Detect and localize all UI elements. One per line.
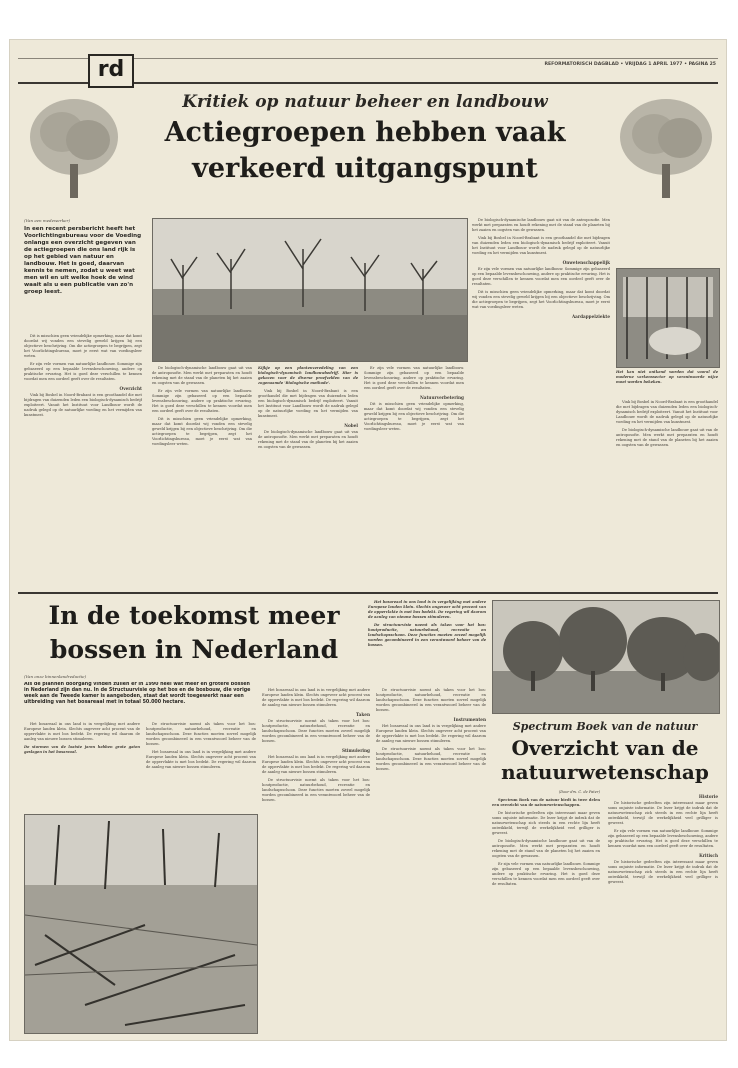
article2-byline: (Van onze binnenlandredactie) <box>24 674 87 679</box>
article1-caption2: Het kan niet ontkend worden dat vooral de moderne varkenssector op verantwoorde wijze moet worden bekeken. <box>616 370 718 384</box>
article1-subhead-aardappelziekte: Aardappelziekte <box>571 314 610 319</box>
article2-column-2-para-f: De structuurvisie noemt als taken voor het bos: houtproductie, natuurbehoud, recreatie en landschapsschoon. Deze functies moeten zoveel mogelijk worden gecombineerd in een verantwoord beheer van de bossen. <box>146 722 256 746</box>
article2-subhead-stimulering: Stimulering <box>341 748 370 753</box>
article3-column-1 <box>492 790 600 1032</box>
article1-column-2-para-a: Dit is misschien geen vriendelijke opmerking, maar dat komt doordat wij vonden een stevelig geweld krijgen bij een objectieve beschrijving. Om die actiegroepen te begrijpen, zegt het Voorlichtingsbureau, moet je eerst wat van voedingsleer weten. <box>152 417 252 446</box>
article1-column-6 <box>616 400 718 588</box>
article1-subhead-natuurverbetering: Natuurverbetering <box>419 395 464 400</box>
article2-column-3 <box>262 688 370 1032</box>
article2-column-3-para-f: De structuurvisie noemt als taken voor het bos: houtproductie, natuurbehoud, recreatie en landschapsschoon. Deze functies moeten zoveel mogelijk worden gecombineerd in een verantwoord beheer van de bossen. <box>262 719 370 743</box>
article2-column-4 <box>376 688 486 1032</box>
article3-column-1-para-c: Er zijn vele vormen van natuurlijke landbouw. Sommige zijn gebaseerd op een bepaalde levensbeschouwing, andere op praktische ervaring. Het is goed deze verschillen te kennen voordat men een oordeel geeft over de resultaten. <box>492 862 600 886</box>
article1-column-3-para-b: Vink bij Bosbel in Noord-Brabant is een groothandel die met bijdragen van duizenden leden een biologisch-dynamisch bedrijf exploiteert. Vanuit het Instituut voor Landbouw wordt de nadruk gelegd op de natuurlijke voeding en het vermijden van kunstmest. <box>258 389 358 418</box>
article2-column-3-para-f2: De structuurvisie noemt als taken voor het bos: houtproductie, natuurbehoud, recreatie en landschapsschoon. Deze functies moeten zoveel mogelijk worden gecombineerd in een verantwoord beheer van de bossen. <box>262 778 370 802</box>
tree-illustration-left <box>24 92 124 202</box>
article3-byline: (Door drs. C. de Pater) <box>558 790 600 794</box>
paper-info: REFORMATORISCH DAGBLAD • VRIJDAG 1 APRIL 1977 • PAGINA 25 <box>544 62 716 67</box>
article2-column-1-para-e: Het bosareaal in ons land is in vergelijking met andere Europese landen klein. Slechts ongeveer acht procent van de oppervlakte is met bos bedekt. De regering wil daarom de aanleg van nieuwe bossen stimuleren. <box>24 722 140 741</box>
pig-sty-photo-image <box>617 269 719 367</box>
forest-photo-image <box>25 815 257 1033</box>
article3-column-1-para-g: De historische gedeelten zijn interessant maar geven soms onjuiste informatie. De lezer krijgt de indruk dat de natuurwetenschap zich steeds in een rechte lijn heeft ontwikkeld, terwijl de werkelijkheid veel grilliger is geweest. <box>492 811 600 835</box>
article2-column-italic-para-f: De structuurvisie noemt als taken voor het bos: houtproductie, natuurbehoud, recreatie en landschapsschoon. Deze functies moeten zoveel mogelijk worden gecombineerd in een verantwoord beheer van de bossen. <box>368 623 486 647</box>
nature-photo-image <box>493 601 719 713</box>
article1-column-6-para-b: Vink bij Bosbel in Noord-Brabant is een groothandel die met bijdragen van duizenden leden een biologisch-dynamisch bedrijf exploiteert. Vanuit het Instituut voor Landbouw wordt de nadruk gelegd op de natuurlijke voeding en het vermijden van kunstmest. <box>616 400 718 424</box>
article2-intro: Als de plannen doorgang vinden zullen er in 1990 heel wat meer en grotere bossen in Nederland zijn dan nu. In de Structuurvisie op het bos en de bosbouw, die vorige week aan de Tweede kamer is aangeboden, staat dat wordt toegewerkt naar een uitbreiding van het bosareaal met in totaal 50.000 hectare. <box>24 682 251 705</box>
orchard-photo-image <box>153 219 467 361</box>
article3-headline-2: natuurwetenschap <box>501 760 709 784</box>
article2-column-4-para-e: Het bosareaal in ons land is in vergelijking met andere Europese landen klein. Slechts ongeveer acht procent van de oppervlakte is met bos bedekt. De regering wil daarom de aanleg van nieuwe bossen stimuleren. <box>376 724 486 743</box>
pig-sty-photo <box>616 268 720 368</box>
article1-column-6-para-d: De biologisch-dynamische landbouw gaat uit van de antroposofie. Men werkt met preparaten en houdt rekening met de stand van de planeten bij het zaaien en oogsten van de gewassen. <box>616 428 718 447</box>
article3-column-2-para-g: De historische gedeelten zijn interessant maar geven soms onjuiste informatie. De lezer krijgt de indruk dat de natuurwetenschap zich steeds in een rechte lijn heeft ontwikkeld, terwijl de werkelijkheid veel grilliger is geweest. <box>608 801 718 825</box>
article2-column-4-para-f2: De structuurvisie noemt als taken voor het bos: houtproductie, natuurbehoud, recreatie en landschapsschoon. Deze functies moeten zoveel mogelijk worden gecombineerd in een verantwoord beheer van de bossen. <box>376 747 486 771</box>
tree-illustration-right <box>614 92 718 202</box>
article3-column-1-para-d: De biologisch-dynamische landbouw gaat uit van de antroposofie. Men werkt met preparaten en houdt rekening met de stand van de planeten bij het zaaien en oogsten van de gewassen. <box>492 839 600 858</box>
article1-column-5 <box>472 218 610 588</box>
article3-headline-1: Overzicht van de <box>511 736 699 760</box>
article2-column-2-para-e: Het bosareaal in ons land is in vergelijking met andere Europese landen klein. Slechts ongeveer acht procent van de oppervlakte is met bos bedekt. De regering wil daarom de aanleg van nieuwe bossen stimuleren. <box>146 750 256 769</box>
article1-column-2-para-d: De biologisch-dynamische landbouw gaat uit van de antroposofie. Men werkt met preparaten en houdt rekening met de stand van de planeten bij het zaaien en oogsten van de gewassen. <box>152 366 252 385</box>
article2-column-1 <box>24 722 140 810</box>
article1-column-5-para-a: Dit is misschien geen vriendelijke opmerking, maar dat komt doordat wij vonden een stevelig geweld krijgen bij een objectieve beschrijving. Om die actiegroepen te begrijpen, zegt het Voorlichtingsbureau, moet je eerst wat van voedingsleer weten. <box>472 290 610 309</box>
article1-subhead-overzicht: Overzicht <box>119 386 142 391</box>
article1-intro: In een recent persbericht heeft het Voorlichtingsbureau voor de Voeding onlangs een overzicht gegeven van de actiegroepen die ons land rijk is op het gebied van natuur en landbouw. Het is goed, daarvan kennis te nemen, zodat u weet wat men wil en uit welke hoek de wind waait als u een publicatie van zo'n groep leest. <box>24 226 142 295</box>
article1-byline: (Van een medewerker) <box>24 218 70 223</box>
article1-kicker: Kritiek op natuur beheer en landbouw <box>182 92 548 112</box>
article1-column-4 <box>364 366 464 588</box>
article3-column-2-para-c: Er zijn vele vormen van natuurlijke landbouw. Sommige zijn gebaseerd op een bepaalde levensbeschouwing, andere op praktische ervaring. Het is goed deze verschillen te kennen voordat men een oordeel geeft over de resultaten. <box>608 829 718 848</box>
article1-column-3 <box>258 366 358 588</box>
article2-column-3-para-e: Het bosareaal in ons land is in vergelijking met andere Europese landen klein. Slechts ongeveer acht procent van de oppervlakte is met bos bedekt. De regering wil daarom de aanleg van nieuwe bossen stimuleren. <box>262 688 370 707</box>
article1-column-1-para-a: Dit is misschien geen vriendelijke opmerking, maar dat komt doordat wij vonden een stevelig geweld krijgen bij een objectieve beschrijving. Om die actiegroepen te begrijpen, zegt het Voorlichtingsbureau, moet je eerst wat van voedingsleer weten. <box>24 334 142 358</box>
article2-subhead-taken: Taken <box>355 712 370 717</box>
article1-column-1 <box>24 334 142 588</box>
article3-subhead-historie: Historie <box>698 794 718 799</box>
article1-column-4-para-a: Dit is misschien geen vriendelijke opmerking, maar dat komt doordat wij vonden een stevelig geweld krijgen bij een objectieve beschrijving. Om die actiegroepen te begrijpen, zegt het Voorlichtingsbureau, moet je eerst wat van voedingsleer weten. <box>364 402 464 431</box>
orchard-photo <box>152 218 468 362</box>
article1-column-5-para-c: Er zijn vele vormen van natuurlijke landbouw. Sommige zijn gebaseerd op een bepaalde levensbeschouwing, andere op praktische ervaring. Het is goed deze verschillen te kennen voordat men een oordeel geeft over de resultaten. <box>472 267 610 286</box>
article1-column-2 <box>152 366 252 588</box>
article2-column-italic <box>368 600 486 686</box>
article1-column-1-para-b: Vink bij Bosbel in Noord-Brabant is een groothandel die met bijdragen van duizenden leden een biologisch-dynamisch bedrijf exploiteert. Vanuit het Instituut voor Landbouw wordt de nadruk gelegd op de natuurlijke voeding en het vermijden van kunstmest. <box>24 393 142 417</box>
article1-column-5-para-b: Vink bij Bosbel in Noord-Brabant is een groothandel die met bijdragen van duizenden leden een biologisch-dynamisch bedrijf exploiteert. Vanuit het Instituut voor Landbouw wordt de nadruk gelegd op de natuurlijke voeding en het vermijden van kunstmest. <box>472 236 610 255</box>
article1-column-2-para-c: Er zijn vele vormen van natuurlijke landbouw. Sommige zijn gebaseerd op een bepaalde levensbeschouwing, andere op praktische ervaring. Het is goed deze verschillen te kennen voordat men een oordeel geeft over de resultaten. <box>152 389 252 413</box>
article2-column-italic-para-e: Het bosareaal in ons land is in vergelijking met andere Europese landen klein. Slechts ongeveer acht procent van de oppervlakte is met bos bedekt. De regering wil daarom de aanleg van nieuwe bossen stimuleren. <box>368 600 486 619</box>
article1-caption1: Kijkje op een plantenveredeling van een biologisch-dynamisch landbouwbedrijf. Hier is gekozen voor de diverse proefvelden van de zogenaamde 'Biologische methode'. <box>258 366 358 385</box>
article2-column-3-para-e2: Het bosareaal in ons land is in vergelijking met andere Europese landen klein. Slechts ongeveer acht procent van de oppervlakte is met bos bedekt. De regering wil daarom de aanleg van nieuwe bossen stimuleren. <box>262 755 370 774</box>
article3-column-2 <box>608 790 718 1032</box>
article1-column-1-para-c: Er zijn vele vormen van natuurlijke landbouw. Sommige zijn gebaseerd op een bepaalde levensbeschouwing, andere op praktische ervaring. Het is goed deze verschillen te kennen voordat men een oordeel geeft over de resultaten. <box>24 362 142 381</box>
logo: rd <box>88 54 134 88</box>
article1-column-5-para-d: De biologisch-dynamische landbouw gaat uit van de antroposofie. Men werkt met preparaten en houdt rekening met de stand van de planeten bij het zaaien en oogsten van de gewassen. <box>472 218 610 232</box>
article2-headline-1: In de toekomst meer <box>48 601 340 630</box>
article3-column-2-para-g2: De historische gedeelten zijn interessant maar geven soms onjuiste informatie. De lezer krijgt de indruk dat de natuurwetenschap zich steeds in een rechte lijn heeft ontwikkeld, terwijl de werkelijkheid veel grilliger is geweest. <box>608 860 718 884</box>
article1-subhead-nobel: Nobel <box>344 423 358 428</box>
section-divider <box>18 592 718 594</box>
article2-column-2 <box>146 722 256 810</box>
article2-column-4-para-f: De structuurvisie noemt als taken voor het bos: houtproductie, natuurbehoud, recreatie en landschapsschoon. Deze functies moeten zoveel mogelijk worden gecombineerd in een verantwoord beheer van de bossen. <box>376 688 486 712</box>
article1-column-4-para-c: Er zijn vele vormen van natuurlijke landbouw. Sommige zijn gebaseerd op een bepaalde levensbeschouwing, andere op praktische ervaring. Het is goed deze verschillen te kennen voordat men een oordeel geeft over de resultaten. <box>364 366 464 390</box>
article2-caption: De stormen van de laatste jaren hebben grote gaten geslagen in het bosareaal. <box>24 745 140 754</box>
article1-column-3-para-d: De biologisch-dynamische landbouw gaat uit van de antroposofie. Men werkt met preparaten en houdt rekening met de stand van de planeten bij het zaaien en oogsten van de gewassen. <box>258 430 358 449</box>
article1-headline-1: Actiegroepen hebben vaak <box>164 117 566 148</box>
nature-photo <box>492 600 720 714</box>
article3-intro: Spectrum Boek van de natuur biedt in twee delen een overzicht van de natuurwetenschappen. <box>492 798 600 807</box>
article3-subhead-kritisch: Kritisch <box>699 853 718 858</box>
article2-headline-2: bossen in Nederland <box>49 635 339 664</box>
forest-photo <box>24 814 258 1034</box>
article1-headline-2: verkeerd uitgangspunt <box>192 153 538 184</box>
article2-subhead-instrumenten: Instrumenten <box>453 717 486 722</box>
article1-subhead-onwetenschappelijk: Onwetenschappelijk <box>562 260 610 265</box>
article3-kicker: Spectrum Boek van de natuur <box>512 720 698 733</box>
newspaper-page <box>10 40 726 1040</box>
